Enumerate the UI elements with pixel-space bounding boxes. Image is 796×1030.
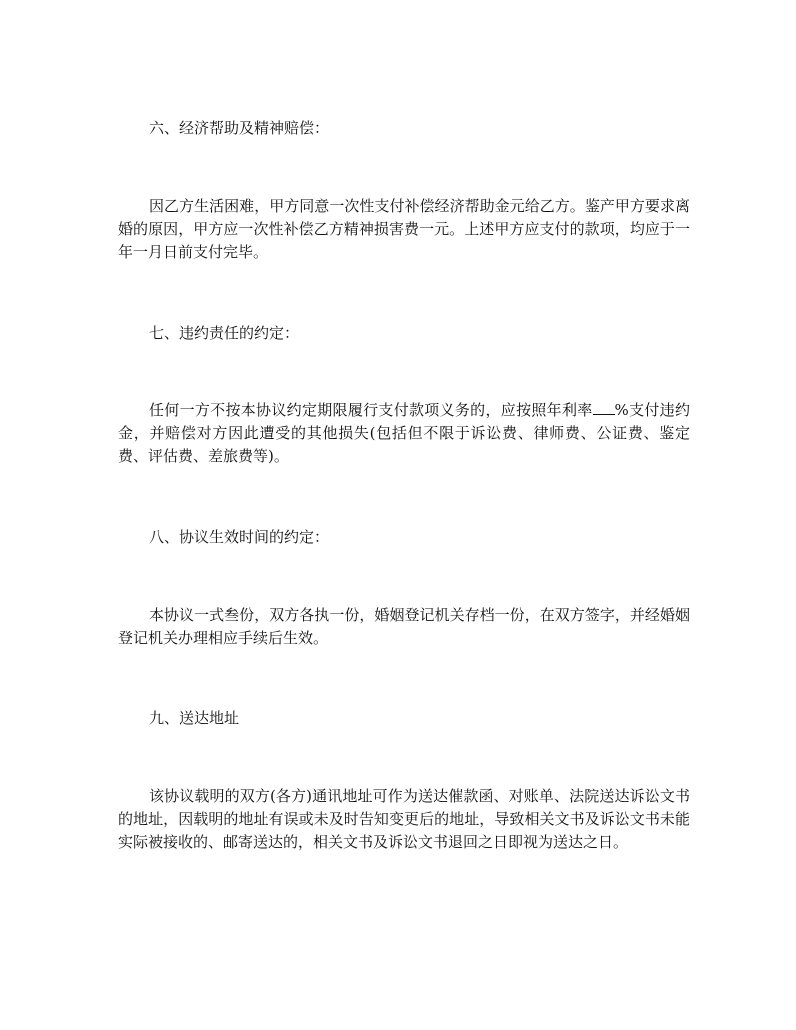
section-7-body [118, 399, 690, 468]
section-7-body-part-1: 任何一方不按本协议约定期限履行支付款项义务的，应按照年利率 [149, 401, 593, 419]
section-7-heading: 七、违约责任的约定： [149, 324, 300, 342]
section-7-body-part-2: %支付违约金，并赔偿对方因此遭受的其他损失(包括但不限于诉讼费、律师费、公证费、鉴定费、评估费、差旅费等)。 [118, 401, 690, 465]
section-8-heading: 八、协议生效时间的约定： [149, 528, 330, 546]
section-8-body: 本协议一式叁份，双方各执一份，婚姻登记机关存档一份，在双方签字，并经婚姻登记机关办理相应手续后生效。 [118, 606, 690, 647]
rate-blank-line [593, 401, 615, 415]
section-9-heading: 九、送达地址 [149, 709, 240, 727]
section-6-body: 因乙方生活困难，甲方同意一次性支付补偿经济帮助金元给乙方。鉴产甲方要求离婚的原因，甲方应一次性补偿乙方精神损害费一元。上述甲方应支付的款项，均应于一年一月日前支付完毕。 [118, 197, 690, 261]
section-9-body: 该协议载明的双方(各方)通讯地址可作为送达催款函、对账单、法院送达诉讼文书的地址，因载明的地址有误或未及时告知变更后的地址，导致相关文书及诉讼文书未能实际被接收的、邮寄送达的，相关文书及诉讼文书退回之日即视为送达之日。 [118, 787, 690, 851]
section-6-heading: 六、经济帮助及精神赔偿： [149, 119, 330, 137]
